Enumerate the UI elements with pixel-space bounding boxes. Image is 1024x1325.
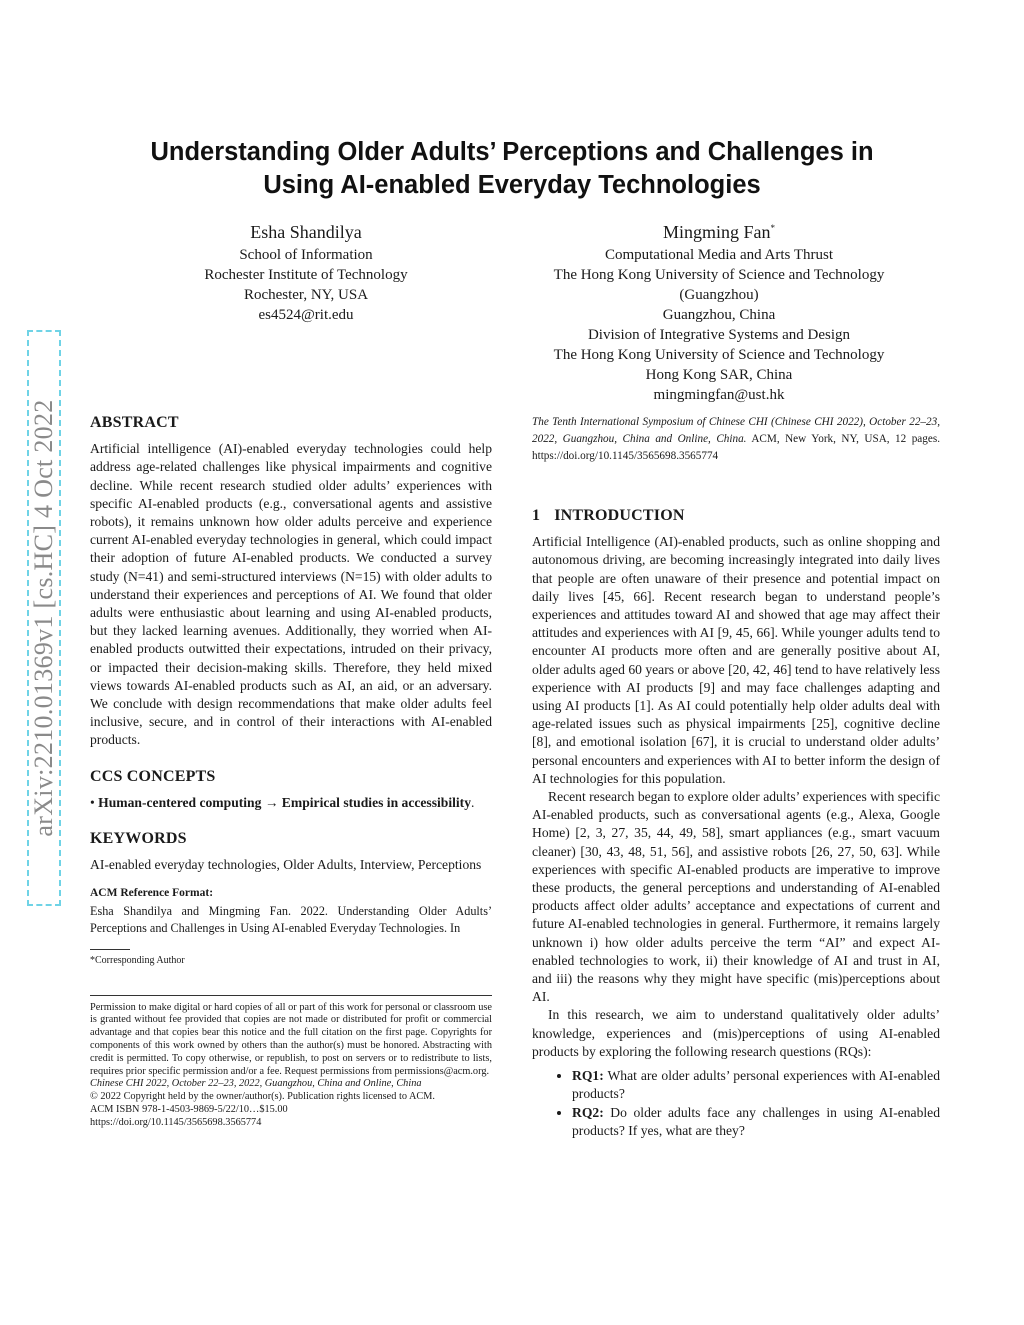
author-location: Guangzhou, China bbox=[662, 307, 776, 323]
title-line-2: Using AI-enabled Everyday Technologies bbox=[263, 171, 761, 199]
title-line-1: Understanding Older Adults’ Perceptions and Challenges in bbox=[150, 138, 874, 166]
abstract-heading: ABSTRACT bbox=[90, 414, 179, 431]
ccs-period: . bbox=[471, 794, 475, 810]
paper-title bbox=[90, 136, 934, 202]
author-name: Esha Shandilya bbox=[250, 222, 362, 242]
corresponding-author-footnote: *Corresponding Author bbox=[90, 954, 185, 966]
author-name-text: Mingming Fan bbox=[662, 222, 771, 242]
research-questions bbox=[532, 1067, 940, 1140]
author-affiliation: (Guangzhou) bbox=[679, 287, 759, 303]
author-email: es4524@rit.edu bbox=[258, 307, 354, 323]
keywords-heading: KEYWORDS bbox=[90, 830, 187, 848]
venue-line: Chinese CHI 2022, October 22–23, 2022, Guangzhou, China and Online, China bbox=[90, 1078, 422, 1090]
author-email: mingmingfan@ust.hk bbox=[653, 387, 785, 403]
intro-paragraph-3: In this research, we aim to understand qualitatively older adults’ knowledge, experiences and (mis)perceptions of using AI-enabled products by exploring the following research questions (RQs): bbox=[532, 1007, 940, 1059]
conference-details: ACM, New York, NY, USA, 12 pages. https://doi.org/10.1145/3565698.3565774 bbox=[532, 433, 940, 462]
section-number: 1 bbox=[532, 507, 541, 524]
arxiv-stamp bbox=[27, 330, 61, 906]
corresponding-mark: * bbox=[770, 223, 775, 233]
abstract-text: Artificial intelligence (AI)-enabled everyday technologies could help address age-related challenges like physical impairments and cognitive decline. While recent research studied older adults’ experiences with specific AI-enabled products (e.g., conversational agents and assistive robots), it remains unknown how older adults perceive and experience current AI-enabled everyday technologies in general, which could impact their adoption of future AI-enabled products. We conducted a survey study (N=41) and semi-structured interviews (N=15) with older adults to understand their experiences and perceptions of AI. We found that older adults were enthusiastic about learning and using AI-enabled products, but they lacked learning avenues. Additionally, they worried when AI-enabled products outwitted their expectations, intruded on their privacy, or impacted their decision-making skills. Therefore, they held mixed views towards AI-enabled products such as AI, an aid, or an adversary. We conclude with design recommendations that make older adults feel inclusive, secure, and in control of their interactions with AI-enabled products. bbox=[90, 441, 492, 748]
permission-notice: Permission to make digital or hard copies of all or part of this work for personal or classroom use is granted without fee provided that copies are not made or distributed for profit or commercial advantage and that copies bear this notice and the full citation on the first page. Copyrights for components of this work owned by others than the author(s) must be honored. Abstracting with credit is permitted. To copy otherwise, or republish, to post on servers or to redistribute to lists, requires prior specific permission and/or a fee. Request permissions from permissions@acm.org. bbox=[90, 1001, 492, 1077]
copyright-line: © 2022 Copyright held by the owner/author(s). Publication rights licensed to ACM. bbox=[90, 1091, 436, 1103]
acm-reference-heading: ACM Reference Format: bbox=[90, 887, 214, 900]
acm-reference-text: Esha Shandilya and Mingming Fan. 2022. Understanding Older Adults’ Perceptions and Challenges in Using AI-enabled Everyday Technologies. In bbox=[90, 903, 492, 935]
list-item bbox=[572, 1067, 940, 1103]
left-column bbox=[90, 414, 492, 1130]
conference-name: The Tenth International Symposium of Chinese CHI (Chinese CHI 2022), October 22–23, 2022, Guangzhou, China and Online, China. bbox=[532, 416, 940, 445]
list-item bbox=[572, 1104, 940, 1140]
isbn-line: ACM ISBN 978-1-4503-9869-5/22/10…$15.00 bbox=[90, 1104, 288, 1116]
ccs-bullet: • bbox=[90, 794, 95, 810]
author-affiliation: Division of Integrative Systems and Design bbox=[587, 327, 851, 343]
conference-info bbox=[532, 414, 940, 465]
author-location: Rochester, NY, USA bbox=[243, 287, 369, 303]
author-block-2 bbox=[520, 220, 918, 405]
intro-paragraph-1: Artificial Intelligence (AI)-enabled products, such as online shopping and autonomous driving, are becoming increasingly integrated into daily lives that people are often unaware of their presence and potential impact on daily lives [45, 66]. Recent research began to understand people’s experiences and attitudes toward AI and showed that age may affect their attitudes and experiences with AI [9, 45, 66]. While younger adults tend to encounter AI products more often and are generally positive about AI, older adults aged 60 years or above [20, 42, 46] tend to have relatively less experience with AI products [9] and may face challenges adapting and using AI products [1]. As AI could potentially help older adults deal with age-related issues such as physical impairments [25], cognitive decline [8], and emotional isolation [67], it is crucial to understand older adults’ personal encounters and experiences with AI to better inform the design of AI technologies for this population. bbox=[532, 534, 940, 786]
permission-rule bbox=[90, 995, 492, 996]
intro-paragraph-2: Recent research began to explore older adults’ experiences with specific AI-enabled products, such as conversational agents (e.g., Alexa, Google Home) [2, 3, 27, 35, 44, 49, 58], smart appliances (e.g., smart vacuum cleaner) [30, 43, 48, 51, 56], and assistive robots [26, 27, 50, 63]. While experiences with specific AI-enabled products are imperative to improve these products, the general perceptions and understanding of AI-enabled products affect older adults’ acceptance and expectations of current and future AI-enabled technologies in general. Furthermore, it remains largely unknown i) how older adults perceive the term “AI” and expect AI-enabled technologies to work, ii) their knowledge of AI and trust in AI, and iii) the reasons why they might have specific (mis)perceptions about AI. bbox=[532, 789, 940, 1005]
rq-text: Do older adults face any challenges in using AI-enabled products? If yes, what are they? bbox=[572, 1104, 940, 1138]
right-column bbox=[532, 414, 940, 1140]
author-affiliation: The Hong Kong University of Science and Technology bbox=[553, 267, 885, 283]
author-affiliation: Rochester Institute of Technology bbox=[204, 267, 408, 283]
doi-link[interactable]: https://doi.org/10.1145/3565698.3565774 bbox=[90, 1116, 262, 1128]
author-affiliation: Computational Media and Arts Thrust bbox=[604, 247, 834, 263]
ccs-heading: CCS CONCEPTS bbox=[90, 767, 216, 785]
ccs-concepts bbox=[90, 794, 492, 812]
author-name bbox=[520, 220, 918, 244]
author-affiliation: School of Information bbox=[239, 247, 373, 263]
section-title: INTRODUCTION bbox=[554, 507, 685, 524]
introduction-heading bbox=[532, 507, 940, 525]
author-affiliation: The Hong Kong University of Science and Technology bbox=[553, 347, 885, 363]
arxiv-stamp-text: arXiv:2210.01369v1 [cs.HC] 4 Oct 2022 bbox=[29, 399, 58, 837]
rq-label: RQ2: bbox=[572, 1104, 604, 1120]
keywords-text: AI-enabled everyday technologies, Older Adults, Interview, Perceptions bbox=[90, 857, 482, 873]
author-block-1 bbox=[150, 220, 462, 325]
rq-label: RQ1: bbox=[572, 1068, 604, 1084]
rq-text: What are older adults’ personal experiences with AI-enabled products? bbox=[572, 1068, 940, 1102]
author-location: Hong Kong SAR, China bbox=[645, 367, 793, 383]
ccs-concept-bold: Human-centered computing → Empirical studies in accessibility bbox=[98, 794, 471, 810]
footnote-rule bbox=[90, 949, 130, 950]
